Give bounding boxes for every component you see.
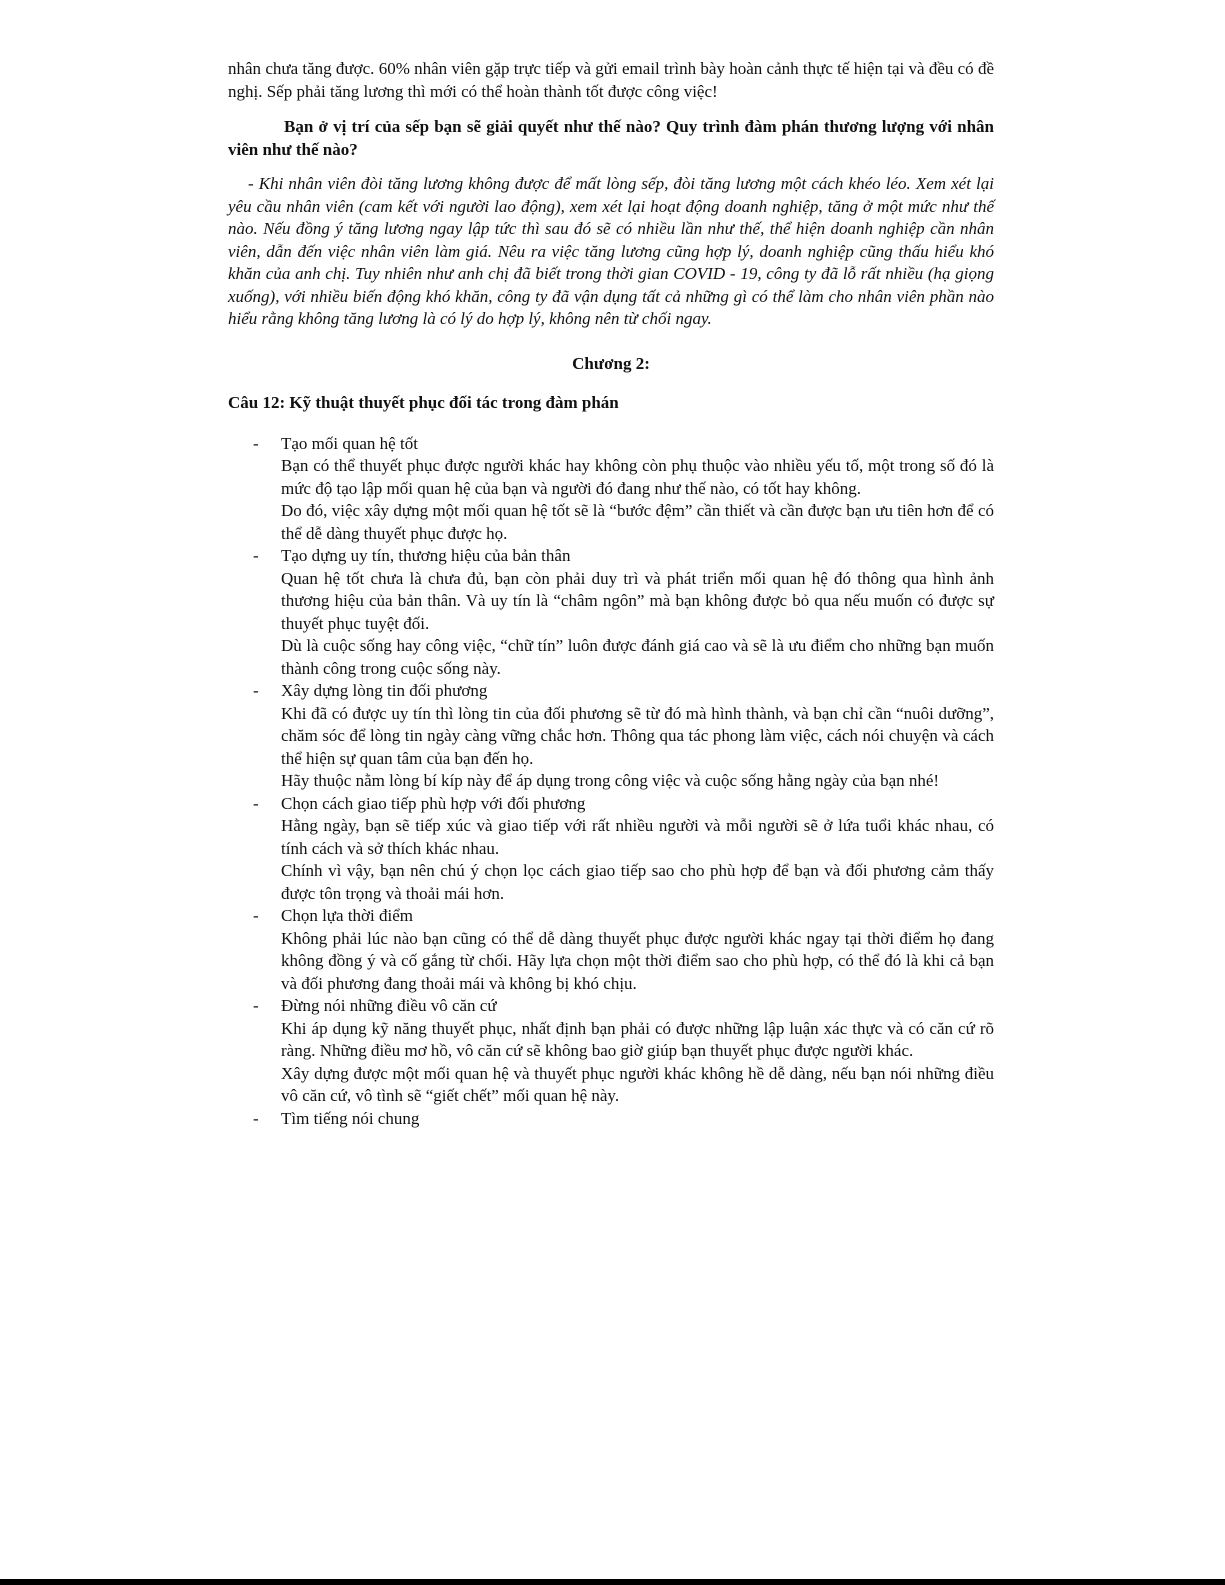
chapter-heading: Chương 2: [572, 353, 650, 373]
bullet-dash: - [253, 793, 259, 813]
bullet-dash: - [253, 546, 259, 565]
list-item-paragraph: Xây dựng được một mối quan hệ và thuyết phục người khác không hề dễ dàng, nếu bạn nói những điều vô căn cứ, vô tình sẽ “giết chết” mối quan hệ này. [281, 1063, 994, 1105]
bullet-dash: - [253, 433, 259, 453]
list-item-paragraph: Không phải lúc nào bạn cũng có thể dễ dàng thuyết phục được người khác ngay tại thời điểm họ đang không đồng ý và cố gắng từ chối. Hãy lựa chọn một thời điểm sao cho phù hợp, có thể đó là khi cả bạn và đối phương đang thoải mái và không bị khó chịu. [281, 928, 994, 993]
list-item-paragraph: Chính vì vậy, bạn nên chú ý chọn lọc cách giao tiếp sao cho phù hợp để bạn và đối phương cảm thấy được tôn trọng và thoải mái hơn. [281, 861, 994, 903]
intro-paragraph: nhân chưa tăng được. 60% nhân viên gặp trực tiếp và gửi email trình bày hoàn cảnh thực tế hiện tại và đều có đề nghị. Sếp phải tăng lương thì mới có thể hoàn thành tốt được công việc! [228, 59, 994, 101]
list-item [228, 545, 994, 680]
list-item [228, 680, 994, 793]
list-item-paragraph: Khi đã có được uy tín thì lòng tin của đối phương sẽ từ đó mà hình thành, và bạn chỉ cần “nuôi dưỡng”, chăm sóc để lòng tin ngày càng vững chắc hơn. Thông qua tác phong làm việc, cách nói chuyện và cách thể hiện sự quan tâm của bạn đến họ. [281, 703, 994, 768]
list-item-paragraph: Do đó, việc xây dựng một mối quan hệ tốt sẽ là “bước đệm” cần thiết và cần được bạn ưu tiên hơn để có thể dễ dàng thuyết phục được họ. [281, 501, 994, 543]
bullet-dash: - [253, 996, 259, 1015]
answer-paragraph: - Khi nhân viên đòi tăng lương không được để mất lòng sếp, đòi tăng lương một cách khéo léo. Xem xét lại yêu cầu nhân viên (cam kết với người lao động), xem xét lại hoạt động doanh nghiệp, tăng ở một mức như thế nào. Nếu đồng ý tăng lương ngay lập tức thì sau đó sẽ có nhiều lần như thế, thể hiện doanh nghiệp cần nhân viên, dẫn đến việc nhân viên làm giá. Nêu ra việc tăng lương cũng hợp lý, doanh nghiệp cũng thấu hiểu khó khăn của anh chị. Tuy nhiên như anh chị đã biết trong thời gian COVID - 19, công ty đã lỗ rất nhiều (hạ giọng xuống), với nhiều biến động khó khăn, công ty đã vận dụng tất cả những gì có thể làm cho nhân viên phần nào hiểu rằng không tăng lương là có lý do hợp lý, không nên từ chối ngay. [228, 174, 994, 328]
list-item-title: Chọn lựa thời điểm [281, 906, 413, 925]
list-item [228, 1108, 994, 1131]
list-item-title: Tìm tiếng nói chung [281, 1108, 420, 1128]
list-item-paragraph: Dù là cuộc sống hay công việc, “chữ tín” luôn được đánh giá cao và sẽ là ưu điểm cho những bạn muốn thành công trong cuộc sống này. [281, 636, 994, 678]
question-paragraph: Bạn ở vị trí của sếp bạn sẽ giải quyết như thế nào? Quy trình đàm phán thương lượng với nhân viên như thế nào? [228, 117, 994, 159]
bullet-dash: - [253, 906, 259, 925]
list-item-paragraph: Bạn có thể thuyết phục được người khác hay không còn phụ thuộc vào nhiều yếu tố, một trong số đó là mức độ tạo lập mối quan hệ của bạn và người đó đang như thế nào, có tốt hay không. [281, 456, 994, 498]
list-item-title: Tạo mối quan hệ tốt [281, 433, 418, 453]
list-item [228, 905, 994, 995]
section-heading: Câu 12: Kỹ thuật thuyết phục đối tác trong đàm phán [228, 393, 619, 412]
page-bottom-border [0, 1579, 1225, 1585]
list-item-title: Tạo dựng uy tín, thương hiệu của bản thân [281, 546, 571, 565]
bullet-dash: - [253, 681, 259, 700]
list-item-paragraph: Khi áp dụng kỹ năng thuyết phục, nhất định bạn phải có được những lập luận xác thực và có căn cứ rõ ràng. Những điều mơ hồ, vô căn cứ sẽ không bao giờ giúp bạn thuyết phục được người khác. [281, 1018, 994, 1060]
list-item [228, 995, 994, 1108]
document-page [228, 58, 994, 1130]
list-item-paragraph: Hằng ngày, bạn sẽ tiếp xúc và giao tiếp với rất nhiều người và mỗi người sẽ ở lứa tuổi khác nhau, có tính cách và sở thích khác nhau. [281, 816, 994, 858]
list-item-title: Chọn cách giao tiếp phù hợp với đối phương [281, 793, 586, 813]
list-item-title: Đừng nói những điều vô căn cứ [281, 996, 497, 1015]
list-item [228, 793, 994, 906]
technique-list [228, 433, 994, 1131]
list-item [228, 433, 994, 546]
list-item-paragraph: Quan hệ tốt chưa là chưa đủ, bạn còn phải duy trì và phát triển mối quan hệ đó thông qua hình ảnh thương hiệu của bản thân. Và uy tín là “châm ngôn” mà bạn không được bỏ qua nếu muốn có được sự thuyết phục tuyệt đối. [281, 568, 994, 633]
list-item-title: Xây dựng lòng tin đối phương [281, 681, 488, 700]
bullet-dash: - [253, 1108, 259, 1128]
list-item-paragraph: Hãy thuộc nằm lòng bí kíp này để áp dụng trong công việc và cuộc sống hằng ngày của bạn nhé! [281, 771, 940, 790]
